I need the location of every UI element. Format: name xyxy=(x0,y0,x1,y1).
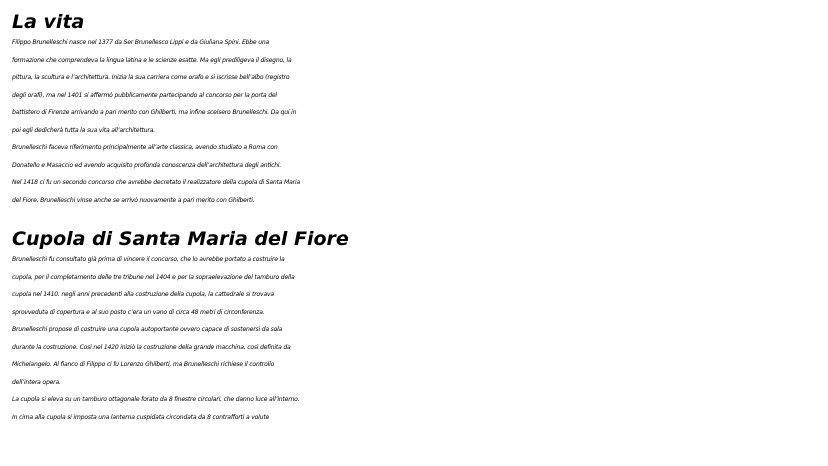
text-line: Filippo Brunelleschi nasce nel 1377 da Ser Brunellesco Lippi e da Giuliana Spini. Ebbe una xyxy=(12,39,270,46)
section-heading: La vita xyxy=(12,11,85,33)
text-line: degli orafi), ma nel 1401 si affermò pubblicamente partecipando al concorso per la porta del xyxy=(12,91,277,99)
text-line: Nel 1418 ci fu un secondo concorso che avrebbe decretato il realizzatore della cupola di Santa Maria xyxy=(12,179,300,186)
text-line: cupola, per il completamento delle tre tribune nel 1404 e per la sopraelevazione del tamburo della xyxy=(12,273,295,281)
section-body xyxy=(12,34,828,209)
text-line: sprovveduta di copertura e al suo posto c’era un vano di circa 48 metri di circonferenza. xyxy=(12,308,265,316)
text-line: del Fiore. Brunelleschi vinse anche se arrivò nuovamente a pari merito con Ghilberti. xyxy=(12,196,255,204)
text-line: durante la costruzione. Così nel 1420 iniziò la costruzione della grande macchina, così definita da xyxy=(12,343,291,351)
text-line: Brunelleschi propose di costruire una cupola autoportante ovvero capace di sostenersi da sola xyxy=(12,326,283,333)
section-heading: Cupola di Santa Maria del Fiore xyxy=(12,228,349,250)
text-line: Donatello e Masaccio ed avendo acquisito profonda conoscenza dell’architettura degli antichi. xyxy=(12,161,282,169)
text-line: dell’intera opera. xyxy=(12,378,61,386)
section-la-vita xyxy=(12,10,828,209)
text-line: Brunelleschi faceva riferimento principalmente all’arte classica, avendo studiato a Roma con xyxy=(12,144,278,151)
text-line: battistero di Firenze arrivando a pari merito con Ghilberti, ma infine scelsero Brunelleschi. Da qui in xyxy=(12,109,297,116)
text-line: Brunelleschi fu consultato già prima di vincere il concorso, che lo avrebbe portato a costruire la xyxy=(12,256,285,263)
text-line: poi egli dedicherà tutta la sua vita all’architettura. xyxy=(12,126,155,134)
text-line: pittura, la scultura e l’architettura. Inizia la sua carriera come orafo e si iscrisse bell’albo (registro xyxy=(12,74,290,81)
text-line: In cima alla cupola si imposta una lanterna cuspidata circondata da 8 contrafforti a volute xyxy=(12,413,270,421)
text-line: cupola nel 1410. negli anni precedenti alla costruzione della cupola, la cattedrale si trovava xyxy=(12,291,274,298)
text-line: formazione che comprendeva la lingua latina e le scienze esatte. Ma egli prediligeva il disegno, la xyxy=(12,56,292,64)
text-line: Michelangelo. Al fianco di Filippo ci fu Lorenzo Ghilberti, ma Brunelleschi richiese il controllo xyxy=(12,361,275,368)
section-body xyxy=(12,251,828,426)
text-line: La cupola si eleva su un tamburo ottagonale forato da 8 finestre circolari, che danno luce all’interno. xyxy=(12,396,300,403)
section-cupola xyxy=(12,227,828,426)
